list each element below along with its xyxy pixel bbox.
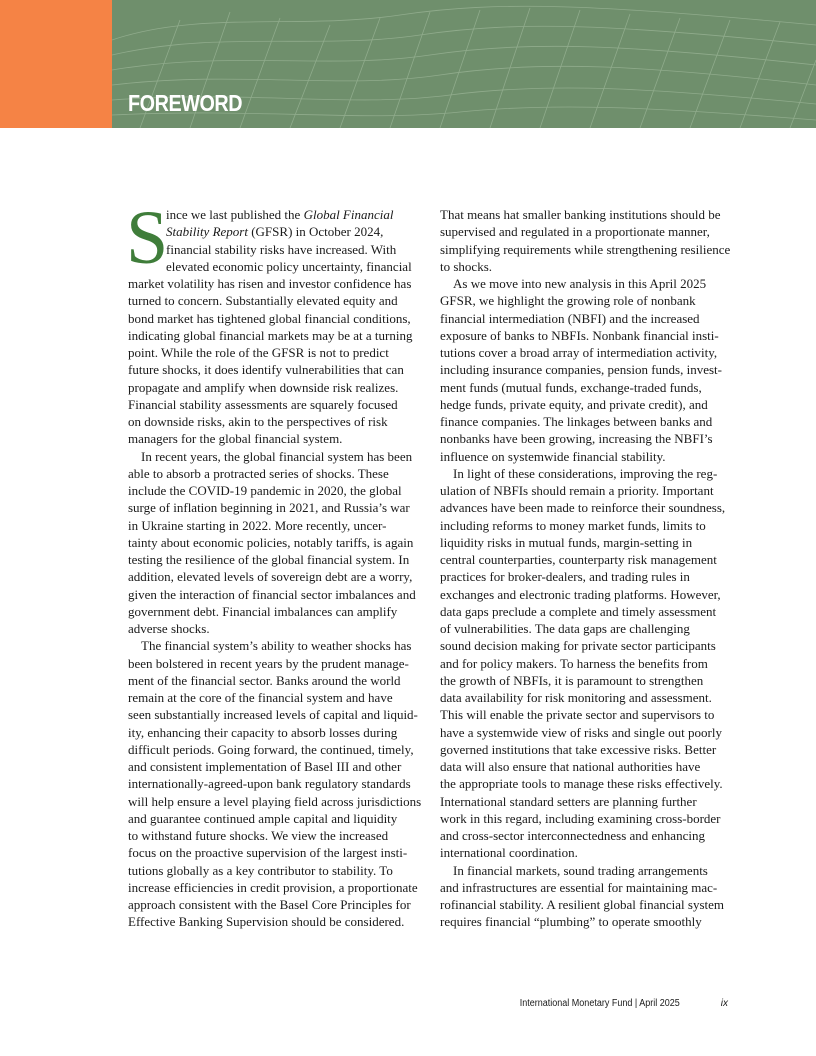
text-line	[440, 620, 730, 637]
line-text: ity, enhancing their capacity to absorb losses during	[128, 724, 398, 740]
line-text: ment of the financial sector. Banks around the world	[128, 672, 401, 688]
text-line	[440, 810, 730, 827]
text-line	[128, 603, 418, 620]
line-text: (GFSR) in October 2024,	[247, 224, 384, 240]
text-line	[128, 896, 418, 913]
text-line	[440, 465, 730, 482]
line-text: exchanges and electronic trading platforms. However,	[440, 586, 721, 602]
line-text: ment funds (mutual funds, exchange-traded funds,	[440, 379, 702, 395]
line-text: ulation of NBFIs should remain a priority. Important	[440, 483, 714, 498]
line-text: and guarantee continued ample capital and liquidity	[128, 810, 398, 826]
line-text: finance companies. The linkages between banks and	[440, 414, 713, 429]
text-line	[128, 396, 418, 413]
text-line	[440, 344, 730, 361]
footer-separator: |	[632, 998, 640, 1009]
line-text: increase efficiencies in credit provision, a proportionate	[128, 879, 418, 895]
line-text: future shocks, it does identify vulnerabilities that can	[128, 362, 404, 378]
text-line	[440, 655, 730, 672]
text-line	[128, 775, 418, 792]
line-text: data availability for risk monitoring and assessment.	[440, 690, 712, 705]
wireframe-wave-graphic	[0, 0, 816, 128]
page-title: FOREWORD	[128, 90, 243, 116]
line-text: tutions globally as a key contributor to stability. To	[128, 862, 393, 878]
line-text: and for policy makers. To harness the benefits from	[440, 655, 708, 671]
line-text: In financial markets, sound trading arrangements	[453, 862, 708, 878]
line-text: propagate and amplify when downside risk realizes.	[128, 379, 399, 395]
text-line	[440, 292, 730, 309]
footer-citation	[520, 998, 680, 1009]
line-text: That means hat smaller banking institutions should be	[440, 207, 721, 222]
line-text: nonbanks have been growing, increasing the NBFI’s	[440, 431, 713, 447]
text-line	[128, 275, 418, 292]
line-text: seen substantially increased levels of capital and liquid-	[128, 707, 418, 723]
line-text: tutions cover a broad array of intermediation activity,	[440, 345, 718, 360]
text-line	[128, 430, 418, 447]
footer-date: April 2025	[639, 998, 680, 1009]
line-text: point. While the role of the GFSR is not to predict	[128, 345, 389, 360]
text-line	[128, 258, 418, 275]
text-line	[128, 620, 418, 637]
text-line	[440, 327, 730, 344]
line-text: to withstand future shocks. We view the increased	[128, 828, 389, 843]
line-text: international coordination.	[440, 845, 578, 861]
text-line	[128, 568, 418, 585]
line-text: including reforms to money market funds, limits to	[440, 517, 706, 533]
text-line	[440, 361, 730, 378]
line-text: difficult periods. Going forward, the continued, timely,	[128, 741, 414, 757]
line-text: GFSR, we highlight the growing role of nonbank	[440, 293, 696, 309]
line-text: Financial stability assessments are squarely focused	[128, 396, 398, 412]
footer-publisher: International Monetary Fund	[520, 998, 633, 1009]
accent-block	[0, 0, 112, 128]
text-line	[440, 637, 730, 654]
text-line	[128, 862, 418, 879]
text-line	[128, 793, 422, 810]
text-line	[128, 758, 418, 775]
text-line	[440, 413, 730, 430]
line-text: data gaps preclude a complete and timely assessment	[440, 603, 717, 619]
line-text: In light of these considerations, improving the reg-	[453, 465, 718, 481]
line-text: adverse shocks.	[128, 621, 210, 636]
text-line	[440, 862, 730, 879]
line-text: The financial system’s ability to weather shocks has	[141, 638, 412, 654]
text-line	[128, 637, 418, 654]
text-line	[128, 586, 418, 603]
text-line	[440, 223, 730, 240]
text-line	[128, 465, 418, 482]
header-banner	[0, 0, 816, 128]
text-line	[128, 241, 418, 258]
line-text: ince we last published the	[166, 207, 304, 222]
line-text: sound decision making for private sector participants	[440, 638, 716, 654]
line-text: internationally-agreed-upon bank regulatory standards	[128, 776, 411, 792]
line-text: influence on systemwide financial stability.	[440, 448, 666, 464]
line-text: include the COVID-19 pandemic in 2020, the global	[128, 483, 402, 498]
page-number: ix	[720, 998, 728, 1009]
line-text: This will enable the private sector and supervisors to	[440, 707, 715, 723]
text-line	[128, 482, 418, 499]
text-line	[440, 672, 730, 689]
text-line	[440, 241, 730, 258]
line-text: and consistent implementation of Basel III and other	[128, 759, 402, 774]
right-column	[440, 206, 730, 931]
italic-title: Stability Report	[166, 224, 248, 240]
text-line	[128, 206, 418, 223]
text-line	[128, 499, 418, 516]
line-text: Effective Banking Supervision should be considered.	[128, 914, 405, 930]
line-text: supervised and regulated in a proportionate manner,	[440, 224, 710, 240]
text-line	[440, 913, 730, 930]
text-line	[128, 292, 418, 309]
line-text: advances have been made to reinforce their soundness,	[440, 500, 726, 516]
line-text: of vulnerabilities. The data gaps are challenging	[440, 621, 690, 636]
text-line	[128, 534, 418, 551]
text-line	[128, 517, 418, 534]
text-line	[440, 879, 730, 896]
text-line	[440, 482, 730, 499]
text-line	[440, 499, 730, 516]
line-text: testing the resilience of the global financial system. In	[128, 552, 410, 567]
text-line	[440, 775, 730, 792]
line-text: International standard setters are planning further	[440, 793, 697, 809]
text-line	[440, 206, 730, 223]
line-text: rofinancial stability. A resilient global financial system	[440, 897, 725, 912]
text-line	[128, 223, 418, 240]
line-text: been bolstered in recent years by the prudent manage-	[128, 655, 409, 671]
line-text: including insurance companies, pension funds, invest-	[440, 362, 722, 378]
text-line	[128, 344, 418, 361]
line-text: central counterparties, counterparty risk management	[440, 552, 717, 567]
text-line	[440, 844, 730, 861]
line-text: the appropriate tools to manage these risks effectively.	[440, 776, 723, 792]
line-text: simplifying requirements while strengthening resilience	[440, 241, 731, 257]
line-text: liquidity risks in mutual funds, margin-setting in	[440, 534, 693, 550]
text-line	[440, 517, 730, 534]
text-line	[128, 724, 418, 741]
drop-cap: S	[126, 196, 169, 280]
text-line	[128, 741, 418, 758]
line-text: governed institutions that take excessive risks. Better	[440, 741, 717, 757]
line-text: requires financial “plumbing” to operate smoothly	[440, 914, 702, 930]
line-text: practices for broker-dealers, and trading rules in	[440, 569, 690, 585]
text-line	[440, 396, 730, 413]
line-text: market volatility has risen and investor confidence has	[128, 276, 412, 291]
text-line	[128, 844, 418, 861]
text-line	[128, 413, 418, 430]
text-line	[128, 810, 418, 827]
text-line	[440, 706, 730, 723]
text-line	[128, 448, 418, 465]
text-line	[440, 275, 730, 292]
line-text: approach consistent with the Basel Core Principles for	[128, 897, 411, 912]
text-line	[128, 327, 418, 344]
italic-title: Global Financial	[303, 207, 394, 222]
text-line	[440, 603, 730, 620]
text-line	[440, 534, 730, 551]
text-line	[440, 379, 730, 396]
line-text: indicating global financial markets may be at a turning	[128, 327, 413, 343]
text-line	[440, 568, 730, 585]
text-line	[128, 379, 418, 396]
text-line	[440, 758, 730, 775]
line-text: and infrastructures are essential for maintaining mac-	[440, 879, 718, 895]
line-text: in Ukraine starting in 2022. More recently, uncer-	[128, 517, 387, 533]
text-line	[440, 258, 730, 275]
text-line	[128, 827, 418, 844]
left-column	[126, 196, 422, 931]
text-line	[440, 741, 730, 758]
text-line	[440, 430, 730, 447]
text-line	[128, 913, 418, 930]
text-line	[440, 310, 730, 327]
line-text: the growth of NBFIs, it is paramount to strengthen	[440, 672, 704, 688]
line-text: data will also ensure that national authorities have	[440, 759, 701, 774]
line-text: and cross-sector interconnectedness and enhancing	[440, 828, 705, 843]
text-line	[440, 793, 730, 810]
line-text: In recent years, the global financial system has been	[141, 448, 413, 464]
line-text: addition, elevated levels of sovereign debt are a worry,	[128, 569, 413, 585]
line-text: on downside risks, akin to the perspectives of risk	[128, 414, 388, 429]
line-text: turned to concern. Substantially elevated equity and	[128, 293, 398, 309]
text-line	[128, 706, 418, 723]
line-text: surge of inflation beginning in 2021, and Russia’s war	[128, 500, 410, 516]
line-text: to shocks.	[440, 258, 492, 274]
line-text: have a systemwide view of risks and single out poorly	[440, 724, 722, 740]
text-line	[440, 551, 730, 568]
text-line	[440, 448, 730, 465]
line-text: work in this regard, including examining cross-border	[440, 810, 721, 826]
line-text: able to absorb a protracted series of shocks. These	[128, 465, 389, 481]
line-text: tainty about economic policies, notably tariffs, is again	[128, 534, 414, 550]
text-line	[440, 586, 730, 603]
line-text: elevated economic policy uncertainty, financial	[166, 258, 412, 274]
text-line	[440, 827, 730, 844]
line-text: exposure of banks to NBFIs. Nonbank financial insti-	[440, 327, 719, 343]
line-text: bond market has tightened global financial conditions,	[128, 310, 411, 326]
line-text: remain at the core of the financial system and have	[128, 690, 393, 705]
text-line	[440, 689, 730, 706]
text-line	[440, 724, 730, 741]
line-text: hedge funds, private equity, and private credit), and	[440, 396, 708, 412]
line-text: focus on the proactive supervision of the largest insti-	[128, 845, 408, 861]
line-text: government debt. Financial imbalances can amplify	[128, 603, 398, 619]
line-text: will help ensure a level playing field across jurisdictions	[128, 793, 422, 809]
line-text: given the interaction of financial sector imbalances and	[128, 586, 416, 602]
text-line	[128, 879, 418, 896]
line-text: As we move into new analysis in this April 2025	[453, 276, 707, 291]
line-text: financial stability risks have increased. With	[166, 241, 397, 257]
text-line	[128, 551, 418, 568]
line-text: managers for the global financial system.	[128, 431, 343, 447]
text-line	[128, 689, 418, 706]
text-line	[128, 672, 418, 689]
text-line	[128, 310, 418, 327]
line-text: financial intermediation (NBFI) and the increased	[440, 310, 700, 326]
text-line	[440, 896, 730, 913]
text-line	[128, 361, 418, 378]
text-line	[128, 655, 418, 672]
